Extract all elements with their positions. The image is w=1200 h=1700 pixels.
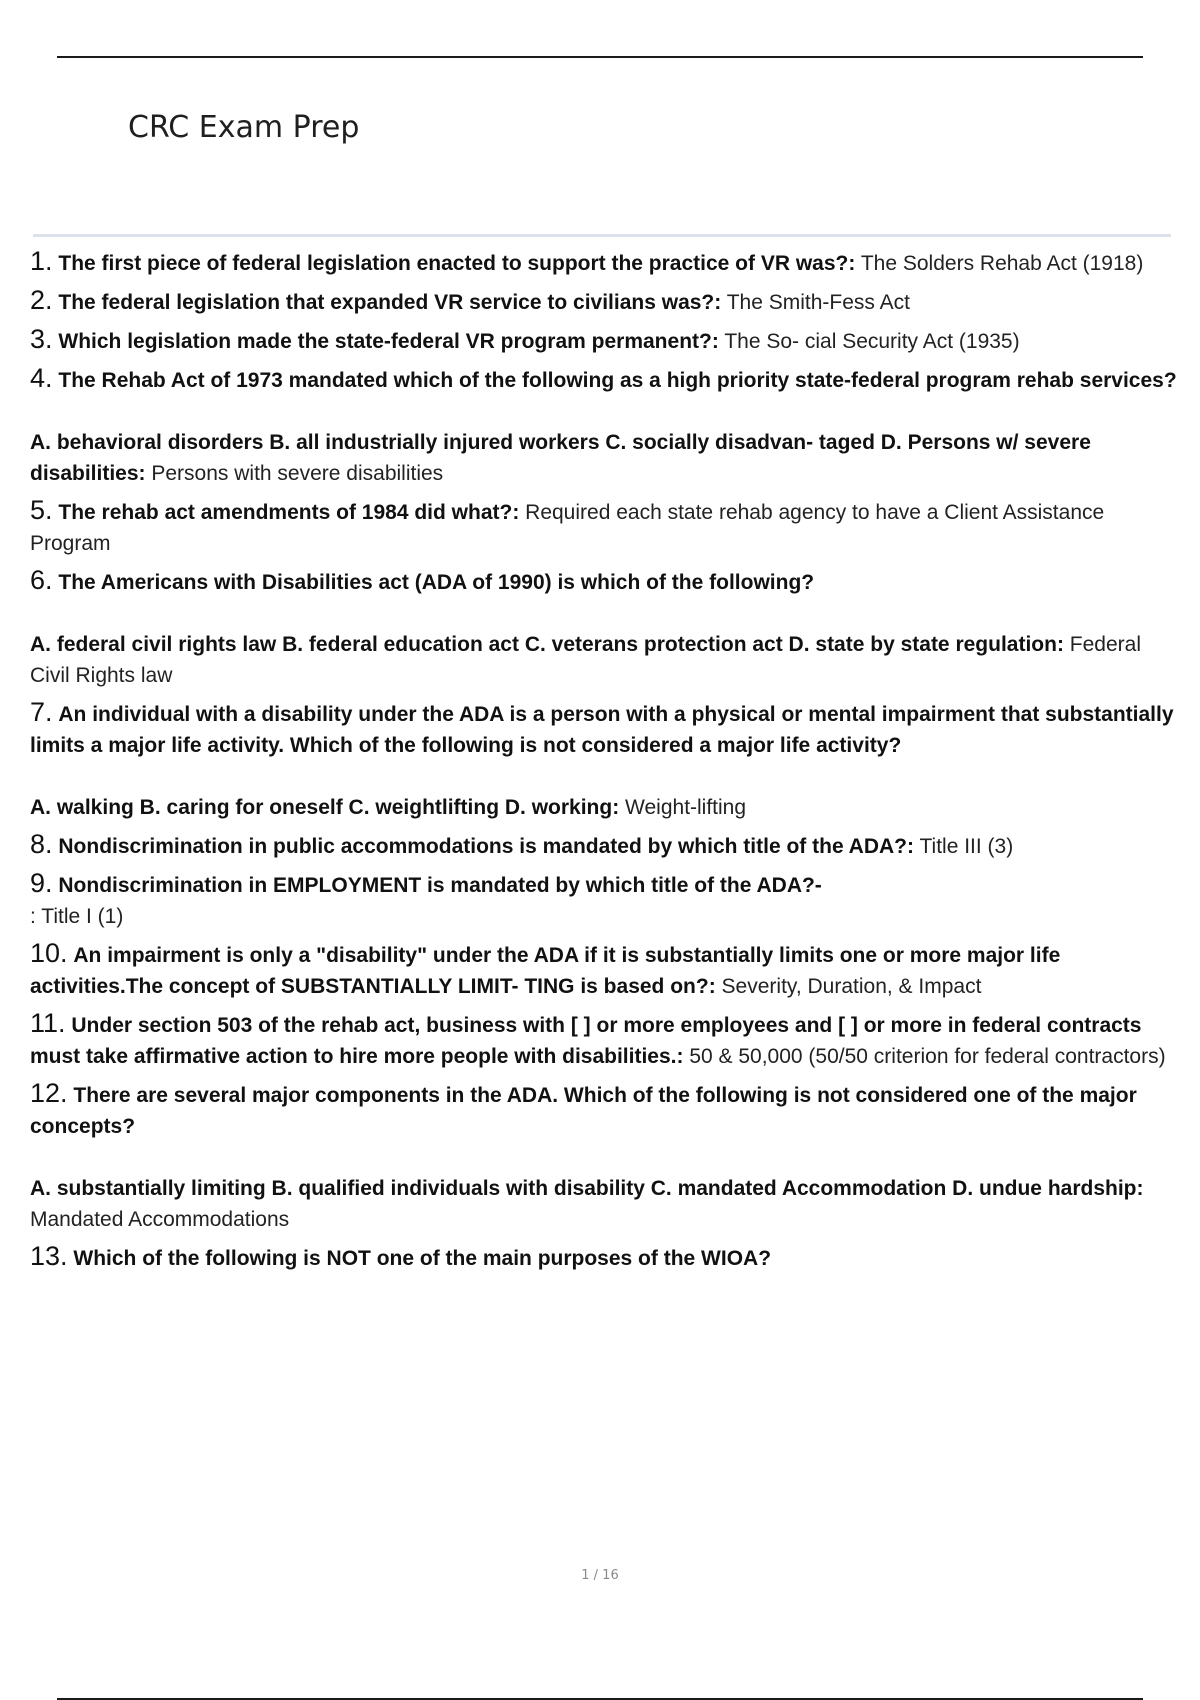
- question-number: 1.: [30, 246, 53, 276]
- question-text: The first piece of federal legislation enacted to support the practice of VR was?:: [58, 252, 856, 275]
- answer-text: : Title I (1): [30, 905, 124, 928]
- question-text: The Rehab Act of 1973 mandated which of the following as a high priority state-federal program rehab services?: [58, 369, 1177, 392]
- question-text: An impairment is only a "disability" under the ADA if it is substantially limits one or more major life activities.The concept of SUBSTANTIALLY LIMIT- TING is based on?:: [30, 944, 1061, 998]
- question-number: 4.: [30, 363, 53, 393]
- question-item-10: [30, 938, 1180, 1002]
- question-item-9: [30, 868, 1180, 932]
- question-text: Nondiscrimination in public accommodations is mandated by which title of the ADA?:: [58, 835, 915, 858]
- answer-options: A. substantially limiting B. qualified individuals with disability C. mandated Accommodation D. undue hardship:: [30, 1177, 1144, 1200]
- answer-options: A. walking B. caring for oneself C. weightlifting D. working:: [30, 796, 620, 819]
- answer-text: Persons with severe disabilities: [151, 462, 444, 485]
- question-number: 7.: [30, 697, 53, 727]
- answer-text: Federal Civil Rights law: [30, 633, 1141, 687]
- answer-options: A. federal civil rights law B. federal education act C. veterans protection act D. state by state regulation:: [30, 633, 1064, 656]
- question-number: 11.: [30, 1008, 66, 1038]
- question-item-12: [30, 1078, 1180, 1235]
- question-item-7: [30, 697, 1180, 823]
- question-number: 13.: [30, 1241, 68, 1271]
- question-item-6: [30, 565, 1180, 691]
- question-item-13: [30, 1241, 1180, 1274]
- question-text: Under section 503 of the rehab act, business with [ ] or more employees and [ ] or more in federal contracts must take affirmative action to hire more people with disabilities.:: [30, 1014, 1142, 1068]
- answer-text: The So- cial Security Act (1935): [724, 330, 1020, 353]
- question-item-4: [30, 363, 1180, 489]
- question-text: The federal legislation that expanded VR service to civilians was?:: [58, 291, 722, 314]
- question-number: 6.: [30, 565, 53, 595]
- page-number: 1 / 16: [581, 1568, 619, 1583]
- question-item-1: [30, 246, 1180, 279]
- question-number: 9.: [30, 868, 53, 898]
- answer-text: Title III (3): [919, 835, 1014, 858]
- answer-text: The Smith-Fess Act: [726, 291, 910, 314]
- paragraph-gap: [30, 761, 1180, 792]
- top-rule: [57, 56, 1143, 58]
- question-text: Which of the following is NOT one of the main purposes of the WIOA?: [73, 1247, 772, 1270]
- question-text: The rehab act amendments of 1984 did what?:: [58, 501, 520, 524]
- paragraph-gap: [30, 598, 1180, 629]
- question-number: 3.: [30, 324, 53, 354]
- question-number: 2.: [30, 285, 53, 315]
- question-text: An individual with a disability under the ADA is a person with a physical or mental impairment that substantially limits a major life activity. Which of the following is not considered a major life activity?: [30, 703, 1174, 757]
- title-divider: [33, 234, 1171, 237]
- paragraph-gap: [30, 1142, 1180, 1173]
- answer-text: Mandated Accommodations: [30, 1208, 290, 1231]
- question-number: 12.: [30, 1078, 68, 1108]
- question-text: There are several major components in the ADA. Which of the following is not considered one of the major concepts?: [30, 1084, 1137, 1138]
- answer-text: Required each state rehab agency to have a Client Assistance Program: [30, 501, 1105, 555]
- question-text: Which legislation made the state-federal VR program permanent?:: [58, 330, 719, 353]
- question-item-3: [30, 324, 1180, 357]
- question-text: Nondiscrimination in EMPLOYMENT is mandated by which title of the ADA?-: [58, 874, 822, 897]
- answer-text: 50 & 50,000 (50/50 criterion for federal contractors): [689, 1045, 1166, 1068]
- question-item-8: [30, 829, 1180, 862]
- paragraph-gap: [30, 396, 1180, 427]
- question-text: The Americans with Disabilities act (ADA of 1990) is which of the following?: [58, 571, 815, 594]
- question-item-2: [30, 285, 1180, 318]
- question-list: [30, 246, 1180, 1280]
- answer-options: A. behavioral disorders B. all industrially injured workers C. socially disadvan- taged D. Persons w/ severe disabilities:: [30, 431, 1091, 485]
- answer-text: The Solders Rehab Act (1918): [860, 252, 1144, 275]
- question-number: 8.: [30, 829, 53, 859]
- question-number: 10.: [30, 938, 68, 968]
- answer-text: Severity, Duration, & Impact: [721, 975, 982, 998]
- question-item-11: [30, 1008, 1180, 1072]
- question-item-5: [30, 495, 1180, 559]
- question-number: 5.: [30, 495, 53, 525]
- answer-text: Weight-lifting: [625, 796, 747, 819]
- document-title: CRC Exam Prep: [128, 110, 360, 145]
